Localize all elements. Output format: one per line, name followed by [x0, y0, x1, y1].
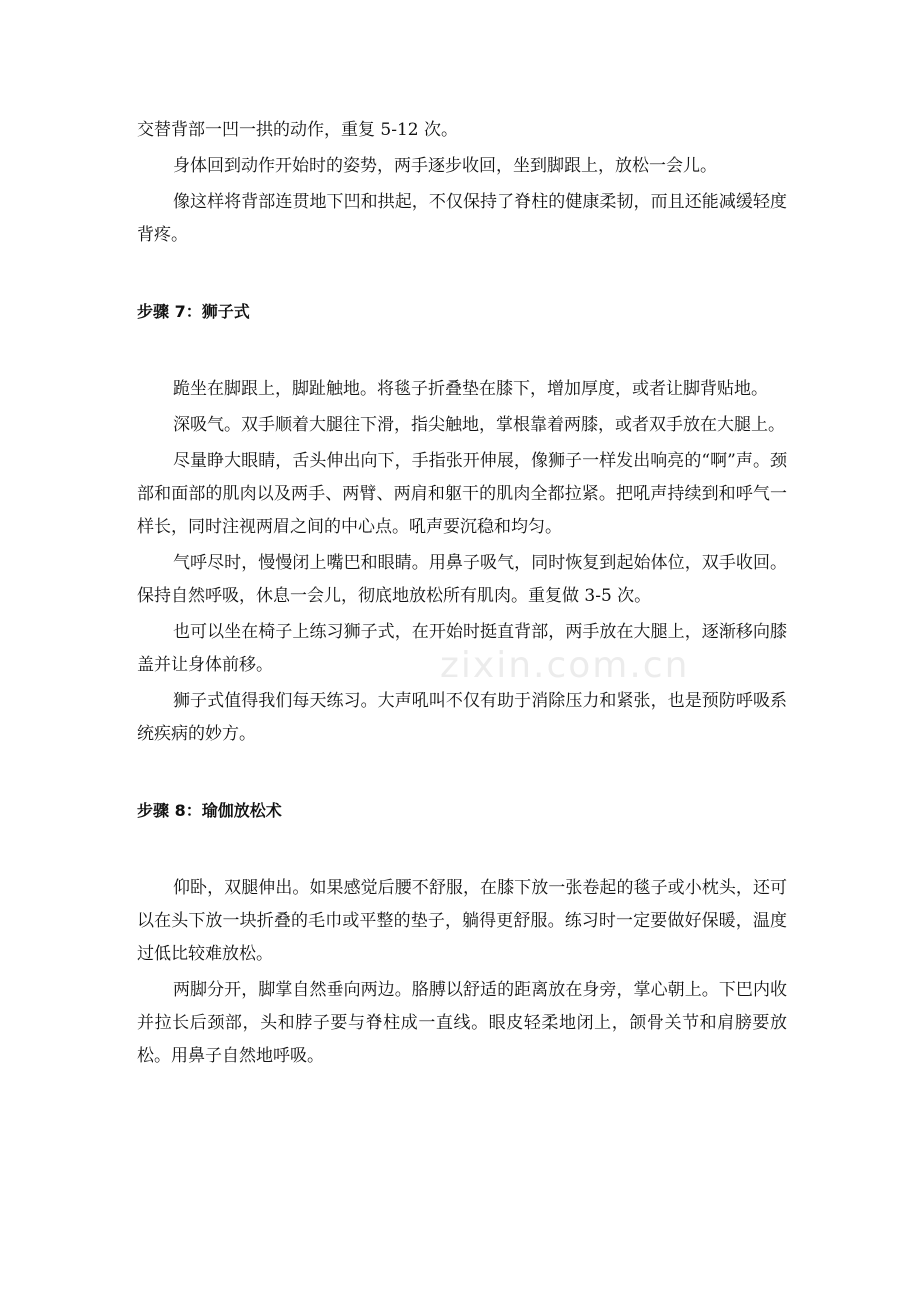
section-heading-step7: 步骤 7：狮子式: [137, 302, 250, 321]
watermark: zixin.com.cn: [440, 645, 690, 686]
paragraph: 跪坐在脚跟上，脚趾触地。将毯子折叠垫在膝下，增加厚度，或者让脚背贴地。: [173, 379, 768, 399]
paragraph: 气呼尽时，慢慢闭上嘴巴和眼睛。用鼻子吸气，同时恢复到起始体位，双手收回。保持自然呼吸，休息一会儿，彻底地放松所有肌肉。重复做 3-5 次。: [137, 553, 787, 606]
paragraph: 像这样将背部连贯地下凹和拱起，不仅保持了脊柱的健康柔韧，而且还能减缓轻度背疼。: [137, 192, 787, 245]
section-heading-step8: 步骤 8：瑜伽放松术: [137, 801, 282, 820]
paragraph: 仰卧，双腿伸出。如果感觉后腰不舒服，在膝下放一张卷起的毯子或小枕头，还可以在头下放一块折叠的毛巾或平整的垫子，躺得更舒服。练习时一定要做好保暖，温度过低比较难放松。: [137, 878, 787, 964]
paragraph: 身体回到动作开始时的姿势，两手逐步收回，坐到脚跟上，放松一会儿。: [173, 156, 717, 176]
paragraph: 深吸气。双手顺着大腿往下滑，指尖触地，掌根靠着两膝，或者双手放在大腿上。: [173, 415, 785, 435]
document-body: [137, 114, 787, 1076]
paragraph: 也可以坐在椅子上练习狮子式，在开始时挺直背部，两手放在大腿上，逐渐移向膝盖并让身体前移。: [137, 622, 787, 675]
paragraph: 交替背部一凹一拱的动作，重复 5-12 次。: [137, 120, 458, 140]
paragraph: 狮子式值得我们每天练习。大声吼叫不仅有助于消除压力和紧张，也是预防呼吸系统疾病的妙方。: [137, 691, 787, 744]
paragraph: 两脚分开，脚掌自然垂向两边。胳膊以舒适的距离放在身旁，掌心朝上。下巴内收并拉长后颈部，头和脖子要与脊柱成一直线。眼皮轻柔地闭上，颌骨关节和肩膀要放松。用鼻子自然地呼吸。: [137, 980, 787, 1066]
paragraph: 尽量睁大眼睛，舌头伸出向下，手指张开伸展，像狮子一样发出响亮的“啊”声。颈部和面部的肌肉以及两手、两臂、两肩和躯干的肌肉全都拉紧。把吼声持续到和呼气一样长，同时注视两眉之间的中心点。吼声要沉稳和均匀。: [137, 451, 787, 537]
